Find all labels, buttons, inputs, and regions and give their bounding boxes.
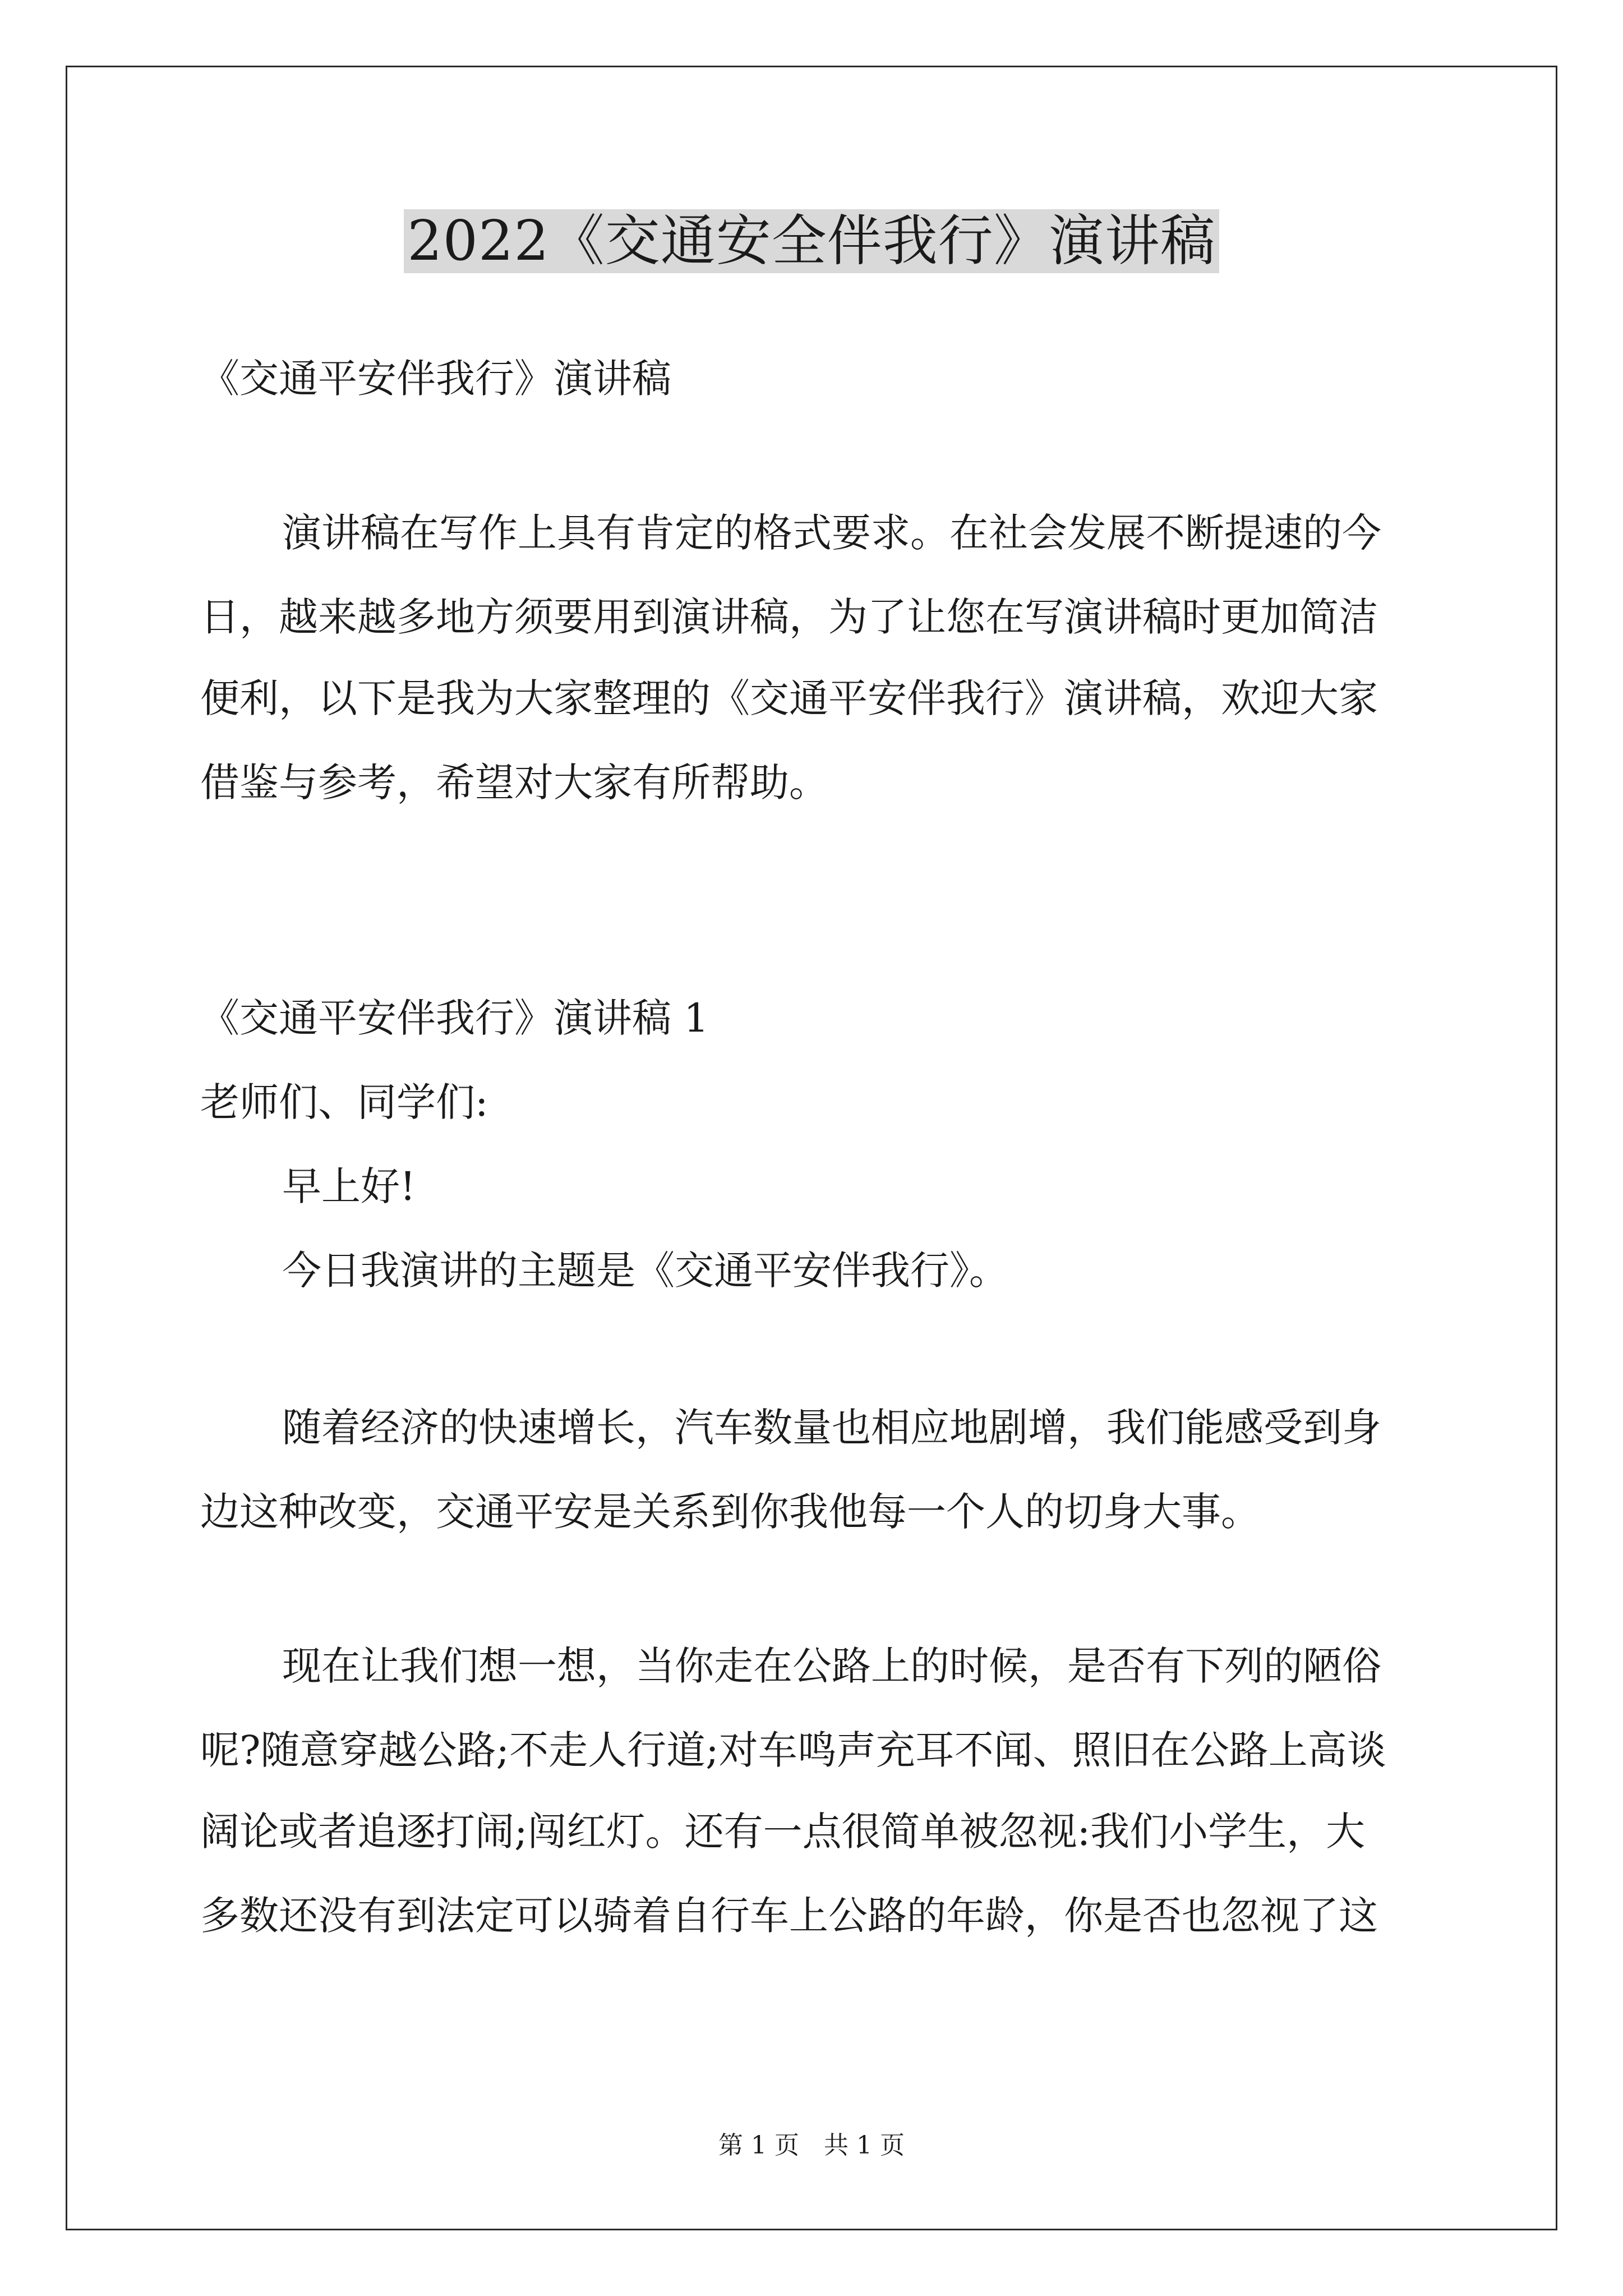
salutation: 老师们、同学们: xyxy=(200,1079,488,1125)
paragraph-line: 日，越来越多地方须要用到演讲稿，为了让您在写演讲稿时更加简洁 xyxy=(200,594,1378,640)
paragraph-line: 演讲稿在写作上具有肯定的格式要求。在社会发展不断提速的今 xyxy=(282,510,1381,556)
page-footer: 第 1 页 共 1 页 xyxy=(718,2131,905,2160)
paragraph-line: 边这种改变，交通平安是关系到你我他每一个人的切身大事。 xyxy=(200,1489,1260,1535)
paragraph-line: 多数还没有到法定可以骑着自行车上公路的年龄，你是否也忽视了这 xyxy=(200,1893,1378,1939)
greeting: 早上好! xyxy=(282,1163,416,1209)
document-title-text: 2022《交通安全伴我行》演讲稿 xyxy=(404,209,1219,273)
paragraph-line: 阔论或者追逐打闹;闯红灯。还有一点很简单被忽视:我们小学生，大 xyxy=(200,1809,1366,1855)
paragraph-line: 借鉴与参考，希望对大家有所帮助。 xyxy=(200,760,828,806)
paragraph-line: 现在让我们想一想，当你走在公路上的时候，是否有下列的陋俗 xyxy=(282,1643,1381,1689)
section-heading: 《交通平安伴我行》演讲稿 xyxy=(200,356,671,402)
paragraph-line: 呢?随意穿越公路;不走人行道;对车鸣声充耳不闻、照旧在公路上高谈 xyxy=(200,1727,1386,1773)
document-title xyxy=(0,205,1623,278)
section-heading: 《交通平安伴我行》演讲稿 1 xyxy=(200,995,709,1041)
paragraph-line: 今日我演讲的主题是《交通平安伴我行》。 xyxy=(282,1248,1008,1294)
paragraph-line: 便利，以下是我为大家整理的《交通平安伴我行》演讲稿，欢迎大家 xyxy=(200,675,1378,721)
paragraph-line: 随着经济的快速增长，汽车数量也相应地剧增，我们能感受到身 xyxy=(282,1405,1381,1451)
